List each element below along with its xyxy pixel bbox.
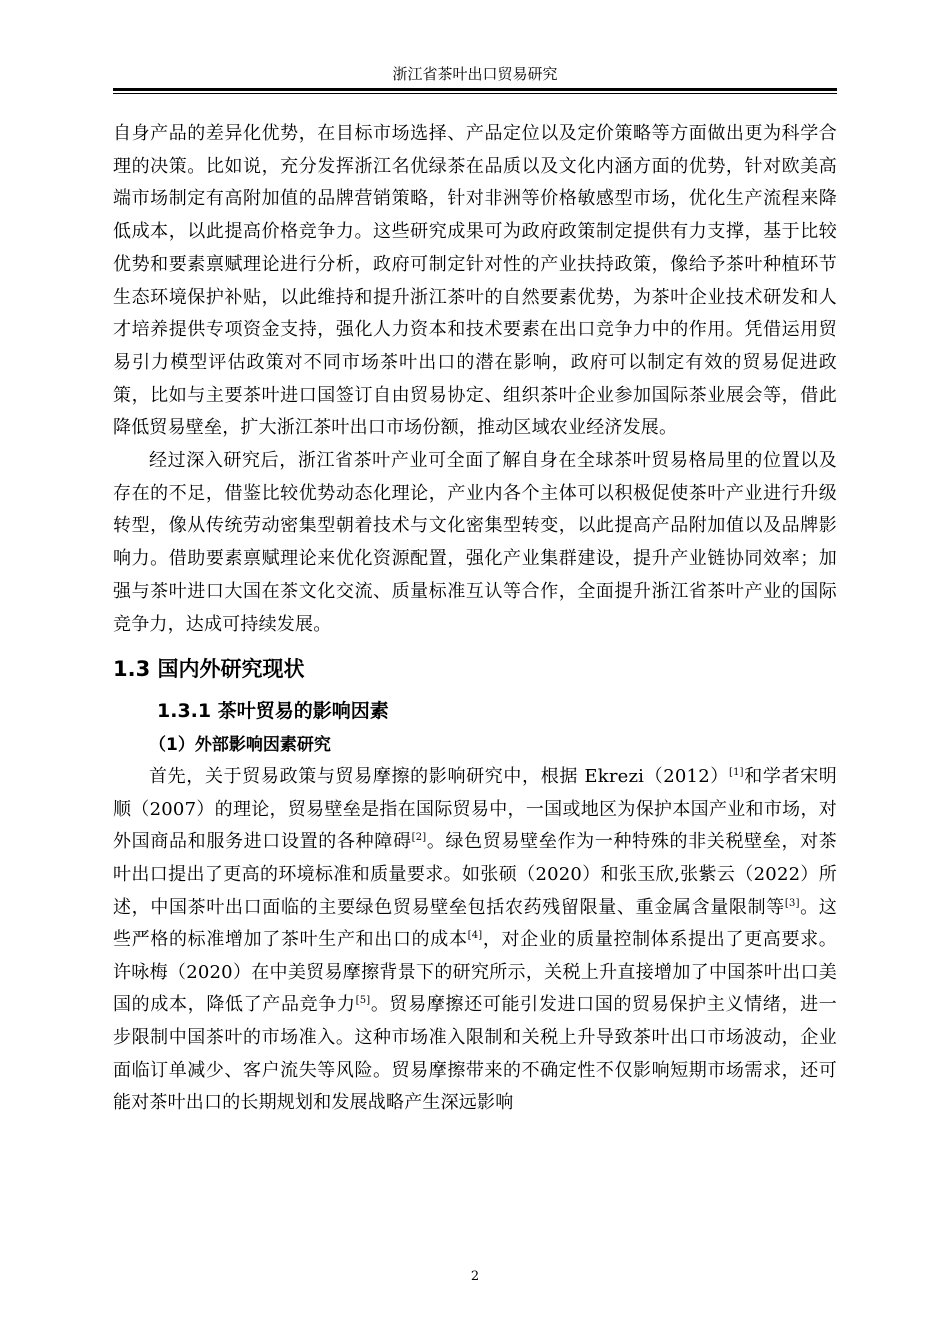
citation-ref[interactable]: [3] [784, 897, 800, 909]
paragraph-industry-upgrade: 经过深入研究后，浙江省茶叶产业可全面了解自身在全球茶叶贸易格局里的位置以及存在的不足，借鉴比较优势动态化理论，产业内各个主体可以积极促使茶叶产业进行升级转型，像从传统劳动密集型朝着技术与文化密集型转变，以此提高产品附加值以及品牌影响力。借助要素禀赋理论来优化资源配置，强化产业集群建设，提升产业链协同效率；加强与茶叶进口大国在茶文化交流、质量标准互认等合作，全面提升浙江省茶叶产业的国际竞争力，达成可持续发展。 [113, 450, 837, 635]
header-rule-thick [113, 88, 837, 91]
citation-ref[interactable]: [1] [728, 767, 744, 779]
text-run: ，对企业的质量控制体系提出了更高要求。许咏梅（2020）在中美贸易摩擦背景下的研究所示，关税上升直接增加了中国茶叶出口美国的成本，降低了产品竞争力 [113, 929, 837, 1016]
running-header-title: 浙江省茶叶出口贸易研究 [392, 65, 558, 83]
text-run: 。贸易摩擦还可能引发进口国的贸易保护主义情绪，进一步限制中国茶叶的市场准入。这种市场准入限制和关税上升导致茶叶出口市场波动，企业面临订单减少、客户流失等风险。贸易摩擦带来的不确定性不仅影响短期市场需求，还可能对茶叶出口的长期规划和发展战略产生深远影响 [113, 994, 837, 1114]
citation-ref[interactable]: [4] [467, 930, 483, 942]
section-heading: 1.3 国内外研究现状 [113, 657, 305, 682]
citation-ref[interactable]: [2] [411, 832, 427, 844]
body-text [113, 118, 837, 1120]
citation-ref[interactable]: [5] [355, 995, 371, 1007]
header-rule-thin [113, 93, 837, 94]
subsubsection-heading: （1）外部影响因素研究 [149, 735, 331, 756]
paragraph-continued: 自身产品的差异化优势，在目标市场选择、产品定位以及定价策略等方面做出更为科学合理的决策。比如说，充分发挥浙江名优绿茶在品质以及文化内涵方面的优势，针对欧美高端市场制定有高附加值的品牌营销策略，针对非洲等价格敏感型市场，优化生产流程来降低成本，以此提高价格竞争力。这些研究成果可为政府政策制定提供有力支撑，基于比较优势和要素禀赋理论进行分析，政府可制定针对性的产业扶持政策，像给予茶叶种植环节生态环境保护补贴，以此维持和提升浙江茶叶的自然要素优势，为茶叶企业技术研发和人才培养提供专项资金支持，强化人力资本和技术要素在出口竞争力中的作用。凭借运用贸易引力模型评估政策对不同市场茶叶出口的潜在影响，政府可以制定有效的贸易促进政策，比如与主要茶叶进口国签订自由贸易协定、组织茶叶企业参加国际茶业展会等，借此降低贸易壁垒，扩大浙江茶叶出口市场份额，推动区域农业经济发展。 [113, 123, 837, 439]
subsection-heading: 1.3.1 茶叶贸易的影响因素 [157, 700, 389, 723]
text-run: 首先，关于贸易政策与贸易摩擦的影响研究中，根据 Ekrezi（2012） [149, 766, 729, 788]
page-number: 2 [470, 1269, 480, 1284]
paragraph-trade-policy [113, 761, 837, 1120]
text-run: 。这些严格的标准增加了茶叶生产和出口的成本 [113, 896, 837, 951]
text-run: 和学者宋明顺（2007）的理论，贸易壁垒是指在国际贸易中，一国或地区为保护本国产业和市场，对外国商品和服务进口设置的各种障碍 [113, 766, 837, 853]
text-run: 。绿色贸易壁垒作为一种特殊的非关税壁垒，对茶叶出口提出了更高的环境标准和质量要求。如张硕（2020）和张玉欣,张紫云（2022）所述，中国茶叶出口面临的主要绿色贸易壁垒包括农药残留限量、重金属含量限制等 [113, 831, 837, 918]
